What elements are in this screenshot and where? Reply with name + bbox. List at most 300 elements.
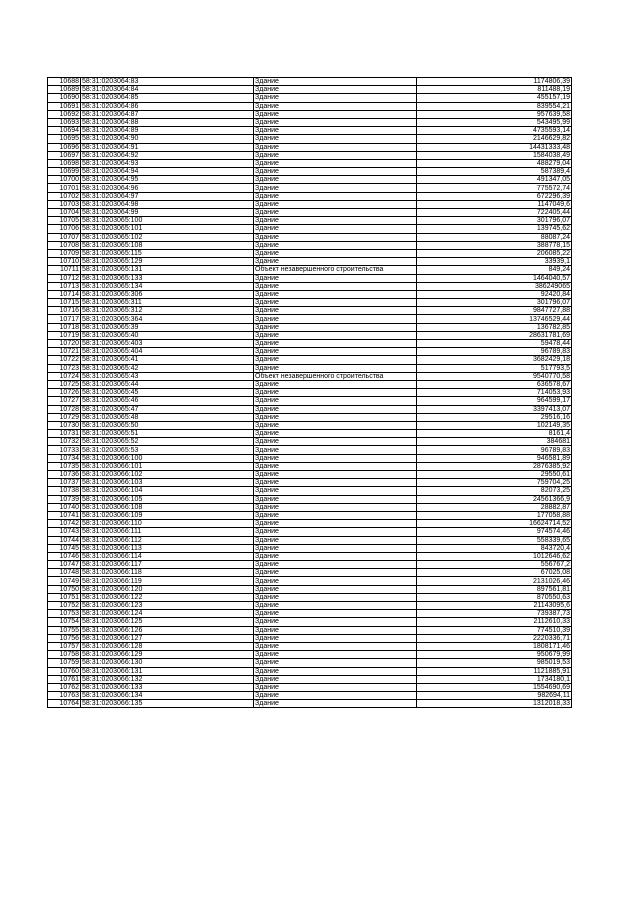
table-row [48, 94, 572, 102]
cadastral-value: 8161,4 [417, 430, 572, 438]
cadastral-number: 58:31:0203066:124 [81, 610, 254, 618]
table-row [48, 110, 572, 118]
cadastral-value: 488279,04 [417, 159, 572, 167]
table-row [48, 348, 572, 356]
row-number: 10745 [48, 544, 81, 552]
table-row [48, 421, 572, 429]
row-number: 10759 [48, 659, 81, 667]
cadastral-value: 491347,05 [417, 176, 572, 184]
table-row [48, 618, 572, 626]
cadastral-number: 58:31:0203064:93 [81, 159, 254, 167]
object-type: Здание [254, 364, 417, 372]
table-row [48, 561, 572, 569]
cadastral-value: 714053,93 [417, 389, 572, 397]
row-number: 10750 [48, 585, 81, 593]
cadastral-value: 636578,67 [417, 380, 572, 388]
cadastral-value: 3397413,07 [417, 405, 572, 413]
cadastral-value: 177058,88 [417, 511, 572, 519]
row-number: 10708 [48, 241, 81, 249]
cadastral-number: 58:31:0203064:84 [81, 86, 254, 94]
cadastral-value: 13746529,44 [417, 315, 572, 323]
table-row [48, 520, 572, 528]
row-number: 10725 [48, 380, 81, 388]
object-type: Здание [254, 438, 417, 446]
cadastral-number: 58:31:0203066:132 [81, 675, 254, 683]
object-type: Здание [254, 552, 417, 560]
table-row [48, 495, 572, 503]
cadastral-value: 28631781,69 [417, 331, 572, 339]
cadastral-number: 58:31:0203066:104 [81, 487, 254, 495]
cadastral-value: 2876385,92 [417, 462, 572, 470]
table-row [48, 380, 572, 388]
cadastral-number: 58:31:0203064:94 [81, 168, 254, 176]
cadastral-value: 843720,4 [417, 544, 572, 552]
cadastral-number: 58:31:0203066:135 [81, 700, 254, 708]
cadastral-value: 3682429,18 [417, 356, 572, 364]
cadastral-value: 849,24 [417, 266, 572, 274]
table-row [48, 700, 572, 708]
row-number: 10709 [48, 249, 81, 257]
cadastral-value: 92420,84 [417, 290, 572, 298]
row-number: 10721 [48, 348, 81, 356]
table-row [48, 258, 572, 266]
cadastral-value: 102149,35 [417, 421, 572, 429]
row-number: 10716 [48, 307, 81, 315]
row-number: 10688 [48, 78, 81, 86]
object-type: Здание [254, 282, 417, 290]
cadastral-value: 301796,07 [417, 217, 572, 225]
row-number: 10741 [48, 511, 81, 519]
row-number: 10747 [48, 561, 81, 569]
cadastral-value: 82073,25 [417, 487, 572, 495]
row-number: 10728 [48, 405, 81, 413]
row-number: 10714 [48, 290, 81, 298]
cadastral-number: 58:31:0203064:95 [81, 176, 254, 184]
cadastral-value: 811488,19 [417, 86, 572, 94]
row-number: 10712 [48, 274, 81, 282]
table-row [48, 274, 572, 282]
row-number: 10732 [48, 438, 81, 446]
cadastral-value: 759704,25 [417, 479, 572, 487]
cadastral-number: 58:31:0203066:128 [81, 642, 254, 650]
row-number: 10743 [48, 528, 81, 536]
object-type: Здание [254, 94, 417, 102]
object-type: Здание [254, 642, 417, 650]
table-row [48, 307, 572, 315]
object-type: Здание [254, 127, 417, 135]
table-row [48, 159, 572, 167]
object-type: Здание [254, 577, 417, 585]
cadastral-value: 946581,89 [417, 454, 572, 462]
cadastral-number: 58:31:0203065:312 [81, 307, 254, 315]
cadastral-value: 1584038,49 [417, 151, 572, 159]
row-number: 10701 [48, 184, 81, 192]
cadastral-number: 58:31:0203065:52 [81, 438, 254, 446]
cadastral-value: 985019,53 [417, 659, 572, 667]
cadastral-number: 58:31:0203065:133 [81, 274, 254, 282]
object-type: Здание [254, 209, 417, 217]
cadastral-value: 301796,07 [417, 299, 572, 307]
row-number: 10753 [48, 610, 81, 618]
table-row [48, 200, 572, 208]
table-row [48, 446, 572, 454]
object-type: Здание [254, 634, 417, 642]
row-number: 10700 [48, 176, 81, 184]
row-number: 10761 [48, 675, 81, 683]
cadastral-value: 206085,22 [417, 249, 572, 257]
row-number: 10730 [48, 421, 81, 429]
row-number: 10689 [48, 86, 81, 94]
table-row [48, 569, 572, 577]
cadastral-number: 58:31:0203066:110 [81, 520, 254, 528]
object-type: Здание [254, 536, 417, 544]
object-type: Объект незавершенного строительства [254, 266, 417, 274]
object-type: Здание [254, 700, 417, 708]
table-row [48, 176, 572, 184]
cadastral-number: 58:31:0203065:100 [81, 217, 254, 225]
object-type: Здание [254, 143, 417, 151]
object-type: Здание [254, 110, 417, 118]
table-row [48, 331, 572, 339]
object-type: Здание [254, 503, 417, 511]
cadastral-value: 974574,46 [417, 528, 572, 536]
cadastral-number: 58:31:0203065:108 [81, 241, 254, 249]
object-type: Здание [254, 290, 417, 298]
cadastral-number: 58:31:0203066:100 [81, 454, 254, 462]
cadastral-number: 58:31:0203064:96 [81, 184, 254, 192]
table-row [48, 389, 572, 397]
row-number: 10755 [48, 626, 81, 634]
object-type: Здание [254, 675, 417, 683]
row-number: 10697 [48, 151, 81, 159]
object-type: Здание [254, 192, 417, 200]
row-number: 10739 [48, 495, 81, 503]
row-number: 10731 [48, 430, 81, 438]
object-type: Здание [254, 479, 417, 487]
object-type: Здание [254, 454, 417, 462]
cadastral-value: 136782,85 [417, 323, 572, 331]
row-number: 10738 [48, 487, 81, 495]
object-type: Здание [254, 340, 417, 348]
table-row [48, 233, 572, 241]
object-type: Здание [254, 593, 417, 601]
cadastral-value: 9847727,88 [417, 307, 572, 315]
cadastral-number: 58:31:0203066:122 [81, 593, 254, 601]
cadastral-number: 58:31:0203066:114 [81, 552, 254, 560]
table-row [48, 217, 572, 225]
table-row [48, 102, 572, 110]
cadastral-value: 870550,63 [417, 593, 572, 601]
object-type: Здание [254, 356, 417, 364]
object-type: Здание [254, 159, 417, 167]
row-number: 10699 [48, 168, 81, 176]
cadastral-value: 957639,58 [417, 110, 572, 118]
object-type: Здание [254, 241, 417, 249]
row-number: 10726 [48, 389, 81, 397]
cadastral-value: 1808171,46 [417, 642, 572, 650]
cadastral-value: 14431333,48 [417, 143, 572, 151]
table-row [48, 405, 572, 413]
cadastral-value: 2112610,33 [417, 618, 572, 626]
cadastral-number: 58:31:0203066:127 [81, 634, 254, 642]
object-type: Здание [254, 323, 417, 331]
cadastral-number: 58:31:0203065:131 [81, 266, 254, 274]
object-type: Здание [254, 561, 417, 569]
cadastral-value: 1734180,1 [417, 675, 572, 683]
cadastral-value: 96789,83 [417, 446, 572, 454]
cadastral-number: 58:31:0203064:87 [81, 110, 254, 118]
row-number: 10713 [48, 282, 81, 290]
cadastral-value: 33939,1 [417, 258, 572, 266]
table-row [48, 323, 572, 331]
cadastral-number: 58:31:0203065:53 [81, 446, 254, 454]
cadastral-value: 9540770,58 [417, 372, 572, 380]
cadastral-value: 139745,62 [417, 225, 572, 233]
row-number: 10752 [48, 602, 81, 610]
row-number: 10762 [48, 683, 81, 691]
cadastral-number: 58:31:0203064:85 [81, 94, 254, 102]
object-type: Здание [254, 487, 417, 495]
cadastral-value: 455157,19 [417, 94, 572, 102]
cadastral-number: 58:31:0203064:89 [81, 127, 254, 135]
cadastral-number: 58:31:0203065:306 [81, 290, 254, 298]
cadastral-value: 672296,39 [417, 192, 572, 200]
cadastral-number: 58:31:0203066:120 [81, 585, 254, 593]
cadastral-number: 58:31:0203065:102 [81, 233, 254, 241]
cadastral-number: 58:31:0203066:131 [81, 667, 254, 675]
table-row [48, 127, 572, 135]
cadastral-number: 58:31:0203066:111 [81, 528, 254, 536]
cadastral-value: 558339,65 [417, 536, 572, 544]
table-row [48, 651, 572, 659]
row-number: 10691 [48, 102, 81, 110]
object-type: Здание [254, 380, 417, 388]
cadastral-number: 58:31:0203066:118 [81, 569, 254, 577]
table-row [48, 315, 572, 323]
cadastral-number: 58:31:0203064:88 [81, 118, 254, 126]
cadastral-number: 58:31:0203066:125 [81, 618, 254, 626]
table-row [48, 168, 572, 176]
row-number: 10717 [48, 315, 81, 323]
cadastral-number: 58:31:0203065:311 [81, 299, 254, 307]
cadastral-number: 58:31:0203066:133 [81, 683, 254, 691]
cadastral-value: 543495,99 [417, 118, 572, 126]
table-row [48, 634, 572, 642]
cadastral-number: 58:31:0203066:109 [81, 511, 254, 519]
cadastral-number: 58:31:0203066:103 [81, 479, 254, 487]
cadastral-number: 58:31:0203066:102 [81, 471, 254, 479]
object-type: Здание [254, 667, 417, 675]
cadastral-value: 839554,21 [417, 102, 572, 110]
table-row [48, 675, 572, 683]
table-row [48, 209, 572, 217]
table-row [48, 430, 572, 438]
cadastral-number: 58:31:0203065:101 [81, 225, 254, 233]
object-type: Здание [254, 258, 417, 266]
table-row [48, 552, 572, 560]
table-row [48, 282, 572, 290]
cadastral-number: 58:31:0203065:43 [81, 372, 254, 380]
object-type: Здание [254, 135, 417, 143]
property-table-body [48, 78, 572, 708]
cadastral-value: 1554690,69 [417, 683, 572, 691]
cadastral-number: 58:31:0203065:48 [81, 413, 254, 421]
cadastral-value: 587389,4 [417, 168, 572, 176]
object-type: Здание [254, 307, 417, 315]
cadastral-value: 1012646,62 [417, 552, 572, 560]
table-row [48, 340, 572, 348]
row-number: 10715 [48, 299, 81, 307]
object-type: Здание [254, 421, 417, 429]
table-row [48, 462, 572, 470]
cadastral-number: 58:31:0203066:119 [81, 577, 254, 585]
row-number: 10735 [48, 462, 81, 470]
object-type: Здание [254, 520, 417, 528]
cadastral-value: 21143095,6 [417, 602, 572, 610]
cadastral-number: 58:31:0203066:101 [81, 462, 254, 470]
object-type: Здание [254, 348, 417, 356]
row-number: 10758 [48, 651, 81, 659]
cadastral-number: 58:31:0203065:44 [81, 380, 254, 388]
row-number: 10722 [48, 356, 81, 364]
cadastral-number: 58:31:0203065:115 [81, 249, 254, 257]
cadastral-value: 556767,2 [417, 561, 572, 569]
cadastral-number: 58:31:0203066:129 [81, 651, 254, 659]
cadastral-number: 58:31:0203064:91 [81, 143, 254, 151]
table-row [48, 454, 572, 462]
cadastral-number: 58:31:0203065:46 [81, 397, 254, 405]
object-type: Здание [254, 626, 417, 634]
cadastral-number: 58:31:0203064:90 [81, 135, 254, 143]
row-number: 10746 [48, 552, 81, 560]
row-number: 10695 [48, 135, 81, 143]
object-type: Здание [254, 462, 417, 470]
table-row [48, 471, 572, 479]
cadastral-number: 58:31:0203066:123 [81, 602, 254, 610]
cadastral-value: 29516,16 [417, 413, 572, 421]
row-number: 10764 [48, 700, 81, 708]
row-number: 10719 [48, 331, 81, 339]
row-number: 10718 [48, 323, 81, 331]
cadastral-number: 58:31:0203066:134 [81, 692, 254, 700]
object-type: Здание [254, 692, 417, 700]
table-row [48, 299, 572, 307]
table-row [48, 610, 572, 618]
object-type: Здание [254, 389, 417, 397]
object-type: Объект незавершенного строительства [254, 372, 417, 380]
object-type: Здание [254, 225, 417, 233]
cadastral-value: 1147049,6 [417, 200, 572, 208]
row-number: 10702 [48, 192, 81, 200]
cadastral-value: 950679,99 [417, 651, 572, 659]
cadastral-number: 58:31:0203065:129 [81, 258, 254, 266]
object-type: Здание [254, 683, 417, 691]
object-type: Здание [254, 651, 417, 659]
cadastral-number: 58:31:0203066:117 [81, 561, 254, 569]
cadastral-number: 58:31:0203064:99 [81, 209, 254, 217]
table-row [48, 118, 572, 126]
table-row [48, 356, 572, 364]
table-row [48, 266, 572, 274]
table-row [48, 659, 572, 667]
cadastral-value: 4735593,14 [417, 127, 572, 135]
cadastral-value: 1464040,57 [417, 274, 572, 282]
row-number: 10696 [48, 143, 81, 151]
object-type: Здание [254, 471, 417, 479]
cadastral-value: 1312018,33 [417, 700, 572, 708]
object-type: Здание [254, 511, 417, 519]
table-row [48, 290, 572, 298]
table-row [48, 503, 572, 511]
row-number: 10737 [48, 479, 81, 487]
cadastral-number: 58:31:0203064:83 [81, 78, 254, 86]
table-row [48, 683, 572, 691]
table-row [48, 593, 572, 601]
table-row [48, 642, 572, 650]
object-type: Здание [254, 274, 417, 282]
object-type: Здание [254, 544, 417, 552]
cadastral-value: 67025,08 [417, 569, 572, 577]
cadastral-value: 774510,39 [417, 626, 572, 634]
object-type: Здание [254, 413, 417, 421]
cadastral-value: 386249065 [417, 282, 572, 290]
row-number: 10724 [48, 372, 81, 380]
row-number: 10729 [48, 413, 81, 421]
table-row [48, 86, 572, 94]
table-row [48, 413, 572, 421]
cadastral-number: 58:31:0203066:130 [81, 659, 254, 667]
row-number: 10760 [48, 667, 81, 675]
object-type: Здание [254, 200, 417, 208]
table-row [48, 667, 572, 675]
cadastral-value: 1121885,91 [417, 667, 572, 675]
object-type: Здание [254, 602, 417, 610]
row-number: 10711 [48, 266, 81, 274]
table-row [48, 184, 572, 192]
table-row [48, 602, 572, 610]
cadastral-value: 388778,15 [417, 241, 572, 249]
table-row [48, 577, 572, 585]
row-number: 10694 [48, 127, 81, 135]
table-row [48, 372, 572, 380]
cadastral-number: 58:31:0203065:40 [81, 331, 254, 339]
row-number: 10733 [48, 446, 81, 454]
cadastral-value: 96789,83 [417, 348, 572, 356]
row-number: 10692 [48, 110, 81, 118]
table-row [48, 528, 572, 536]
cadastral-value: 2146629,82 [417, 135, 572, 143]
object-type: Здание [254, 299, 417, 307]
cadastral-value: 88087,24 [417, 233, 572, 241]
row-number: 10720 [48, 340, 81, 348]
cadastral-value: 2220336,71 [417, 634, 572, 642]
row-number: 10698 [48, 159, 81, 167]
cadastral-value: 28882,87 [417, 503, 572, 511]
table-row [48, 249, 572, 257]
table-row [48, 397, 572, 405]
row-number: 10763 [48, 692, 81, 700]
cadastral-number: 58:31:0203065:51 [81, 430, 254, 438]
cadastral-value: 16624714,52 [417, 520, 572, 528]
cadastral-value: 775572,74 [417, 184, 572, 192]
cadastral-number: 58:31:0203066:112 [81, 536, 254, 544]
cadastral-number: 58:31:0203065:134 [81, 282, 254, 290]
table-row [48, 241, 572, 249]
row-number: 10706 [48, 225, 81, 233]
cadastral-value: 739387,73 [417, 610, 572, 618]
object-type: Здание [254, 331, 417, 339]
object-type: Здание [254, 184, 417, 192]
